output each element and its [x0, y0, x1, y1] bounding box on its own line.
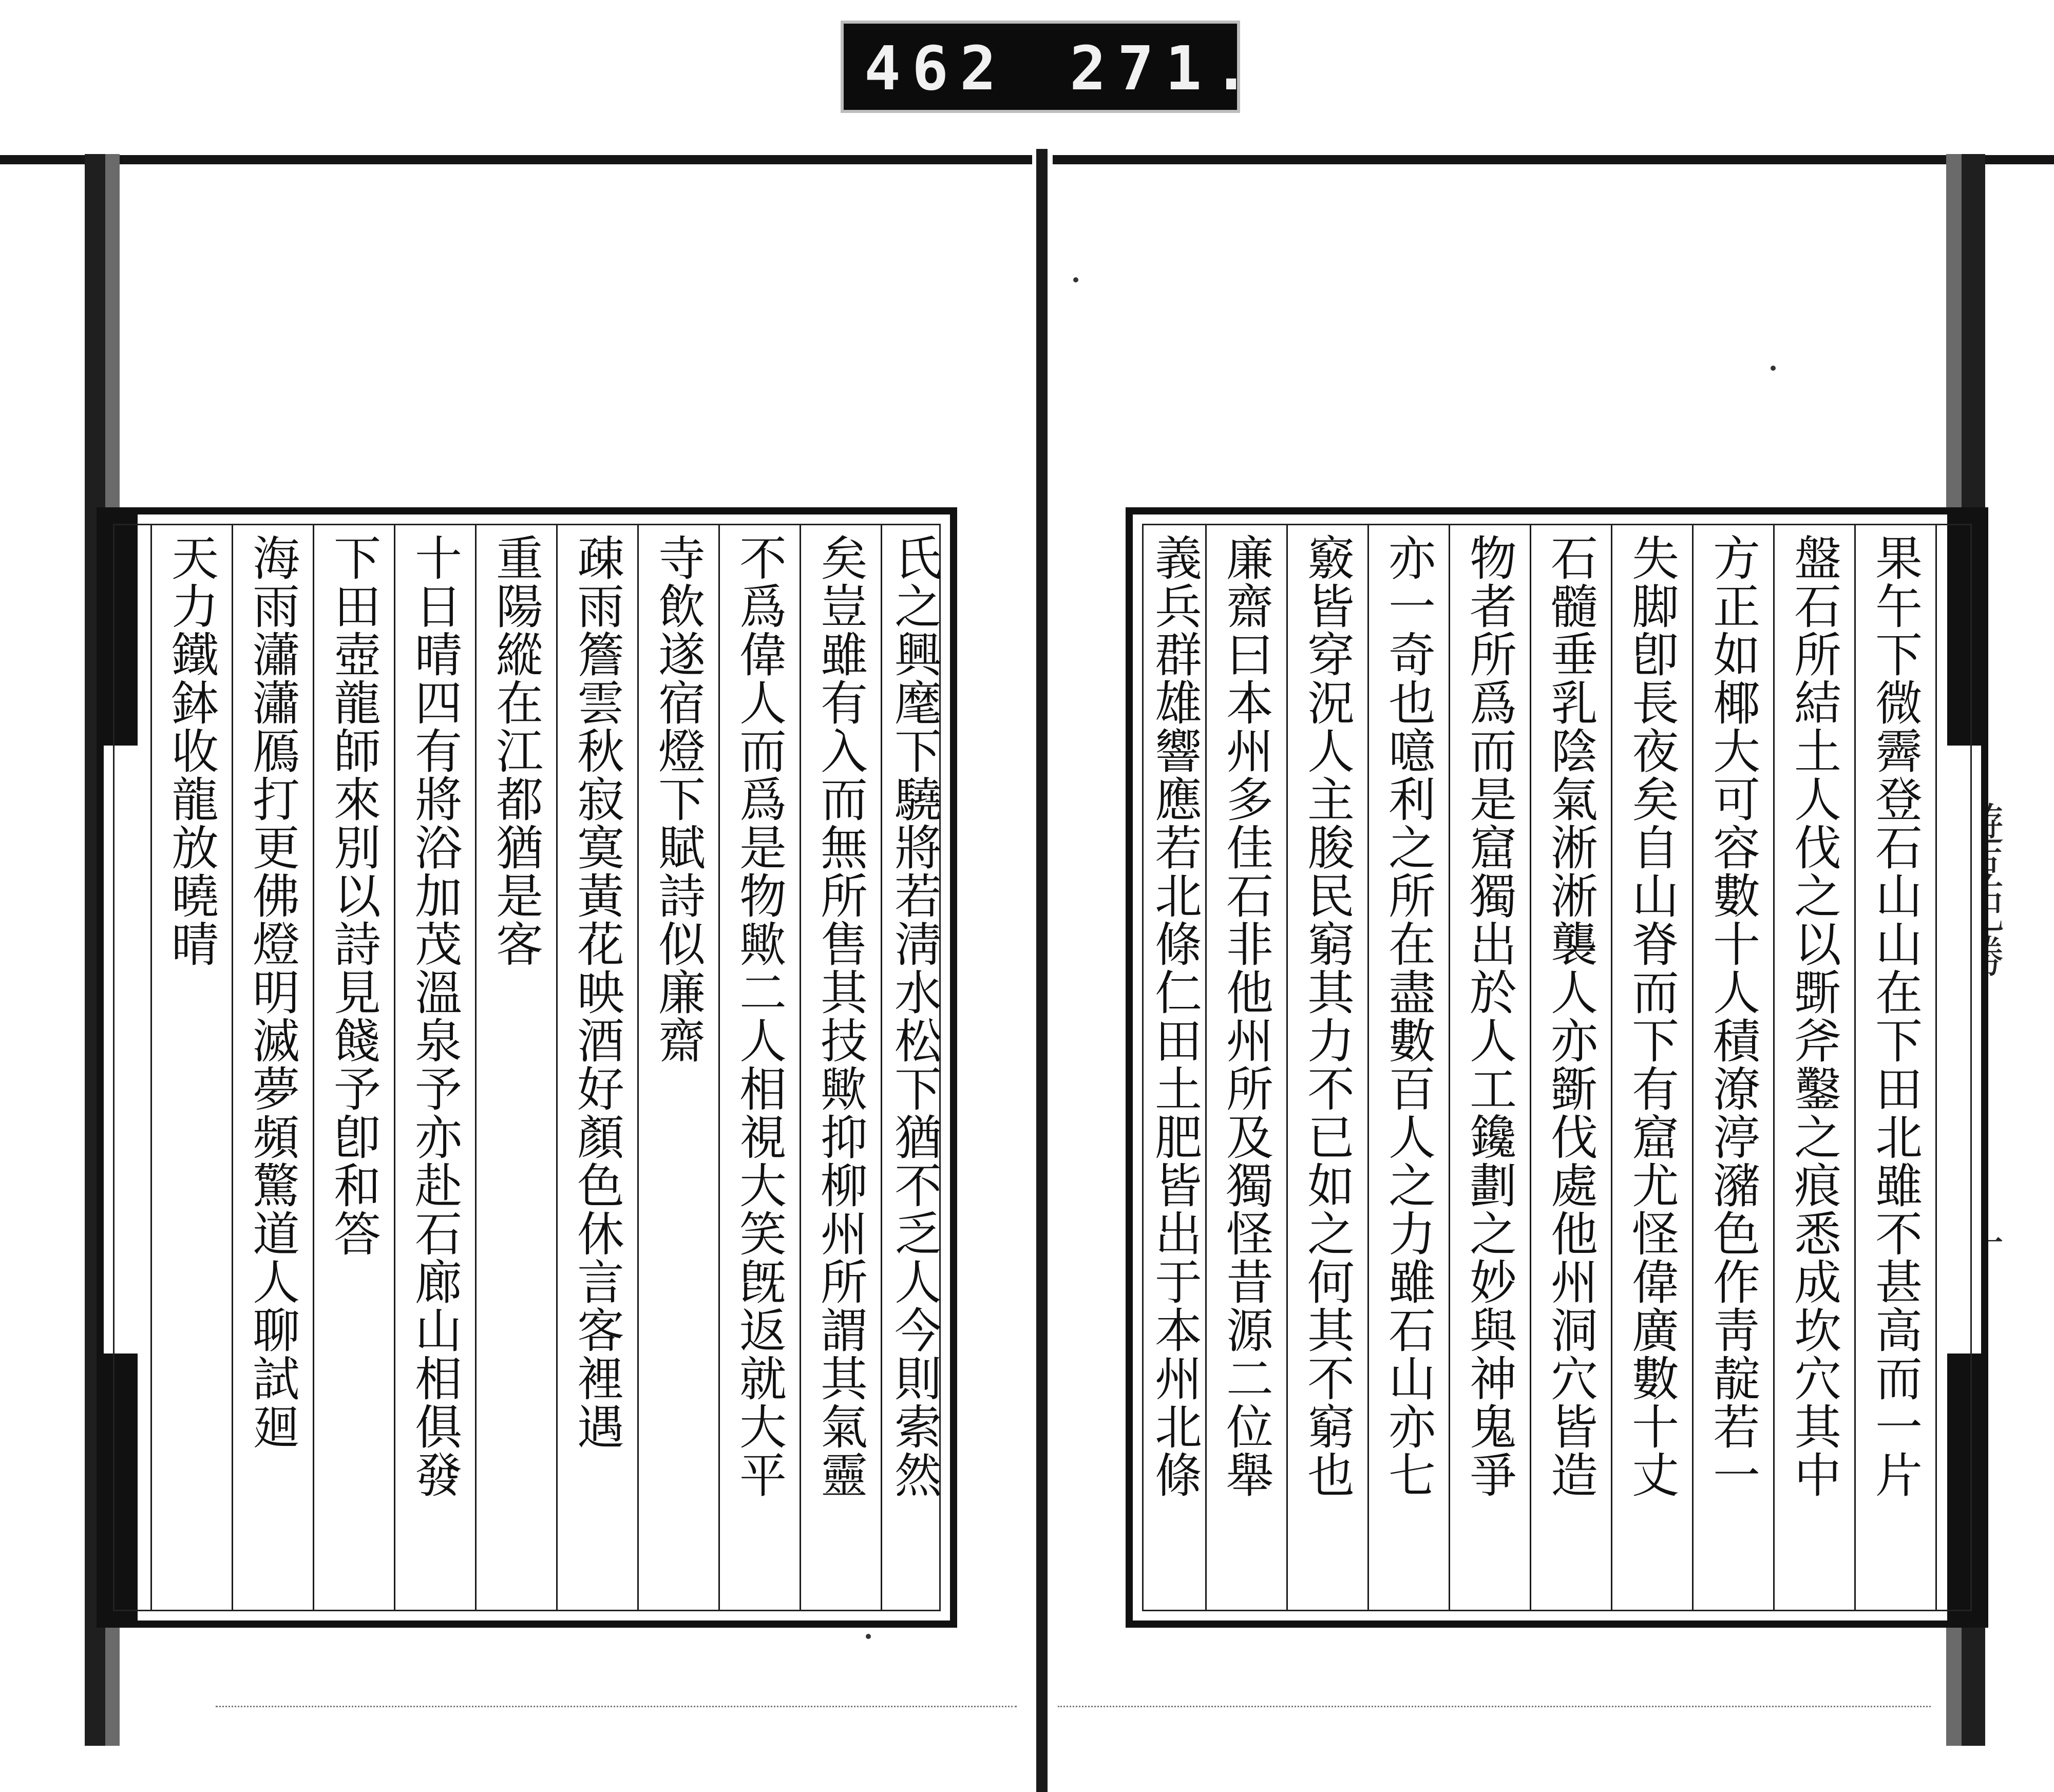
right-page-frame — [1126, 507, 1988, 1628]
left-col-2-text: 海雨瀟瀟鴈打更佛燈明滅夢頻驚道人聊試廻 — [245, 533, 300, 1451]
catalog-number-left: 462 — [864, 33, 1008, 104]
left-col-3 — [313, 525, 394, 1610]
right-bottom-dotted-edge — [1058, 1706, 1931, 1709]
left-col-6-text: 疎雨簷雲秋寂寞黃花映酒好顏色休言客裡遇 — [569, 533, 624, 1451]
left-col-1-text: 天力鐵鉢收龍放曉晴 — [164, 533, 219, 968]
scan-speck — [866, 1634, 871, 1639]
right-col-2 — [1773, 525, 1854, 1610]
right-col-10-text: 義兵群雄響應若北條仁田土肥皆出于本州北條 — [1147, 533, 1202, 1499]
left-col-3-text: 下田壺龍師來別以詩見餞予卽和答 — [326, 533, 381, 1257]
right-col-9 — [1205, 525, 1286, 1610]
right-col-8 — [1286, 525, 1367, 1610]
right-col-4-text: 失脚卽長夜矣自山脊而下有窟尤怪偉廣數十丈 — [1624, 533, 1679, 1499]
right-col-1-text: 果午下微霽登石山山在下田北雖不甚高而一片 — [1868, 533, 1923, 1499]
left-col-8-text: 不爲偉人而爲是物歟二人相視大笑旣返就大平 — [732, 533, 787, 1499]
left-col-2 — [232, 525, 313, 1610]
left-col-9-text: 矣豈雖有入而無所售其技歟抑柳州所謂其氣靈 — [813, 533, 868, 1499]
right-col-10 — [1144, 525, 1205, 1610]
right-col-4 — [1611, 525, 1692, 1610]
right-col-5 — [1530, 525, 1611, 1610]
right-col-7-text: 亦一奇也噫利之所在盡數百人之力雖石山亦七 — [1381, 533, 1436, 1499]
left-col-8 — [718, 525, 800, 1610]
right-col-5-text: 石髓垂乳陰氣淅淅襲人亦斵伐處他州洞穴皆造 — [1543, 533, 1598, 1499]
left-page-body — [113, 524, 941, 1611]
left-col-5-text: 重陽縱在江都猶是客 — [488, 533, 543, 968]
catalog-number-right: 271. — [1070, 33, 1261, 104]
left-col-7 — [637, 525, 718, 1610]
right-page-body — [1142, 524, 1972, 1611]
scan-speck — [1073, 277, 1078, 282]
right-col-2-text: 盤石所結土人伐之以斲斧鑿之痕悉成坎穴其中 — [1786, 533, 1841, 1499]
left-col-1 — [150, 525, 232, 1610]
right-col-8-text: 竅皆穿況人主朘民窮其力不已如之何其不窮也 — [1300, 533, 1355, 1499]
left-page-frame — [97, 507, 957, 1628]
catalog-number-label — [841, 21, 1261, 113]
top-rule-right — [1053, 155, 2054, 164]
right-col-3 — [1692, 525, 1773, 1610]
left-col-5 — [475, 525, 556, 1610]
right-col-6-text: 物者所爲而是窟獨出於人工鑱劃之妙與神鬼爭 — [1462, 533, 1517, 1499]
book-spine — [1036, 149, 1048, 1792]
right-col-3-text: 方正如椰大可容數十人積潦渟瀦色作靑靛若一 — [1705, 533, 1760, 1499]
right-col-9-text: 廉齋曰本州多佳石非他州所及獨怪昔源二位舉 — [1219, 533, 1273, 1499]
left-col-7-text: 寺飲遂宿燈下賦詩似廉齋 — [651, 533, 706, 1064]
top-rule-left — [0, 155, 1032, 164]
left-col-10-text: 氏之興麾下驍將若淸水松下猶不乏人今則索然 — [887, 533, 942, 1499]
right-col-1 — [1854, 525, 1935, 1610]
right-col-6 — [1449, 525, 1530, 1610]
left-col-4-text: 十日晴四有將浴加茂溫泉予亦赴石廊山相俱發 — [407, 533, 462, 1499]
left-col-9 — [800, 525, 881, 1610]
left-col-6 — [556, 525, 637, 1610]
scan-speck — [1771, 366, 1776, 371]
left-col-10 — [881, 525, 947, 1610]
left-col-4 — [394, 525, 475, 1610]
right-col-7 — [1367, 525, 1449, 1610]
left-bottom-dotted-edge — [216, 1706, 1017, 1709]
